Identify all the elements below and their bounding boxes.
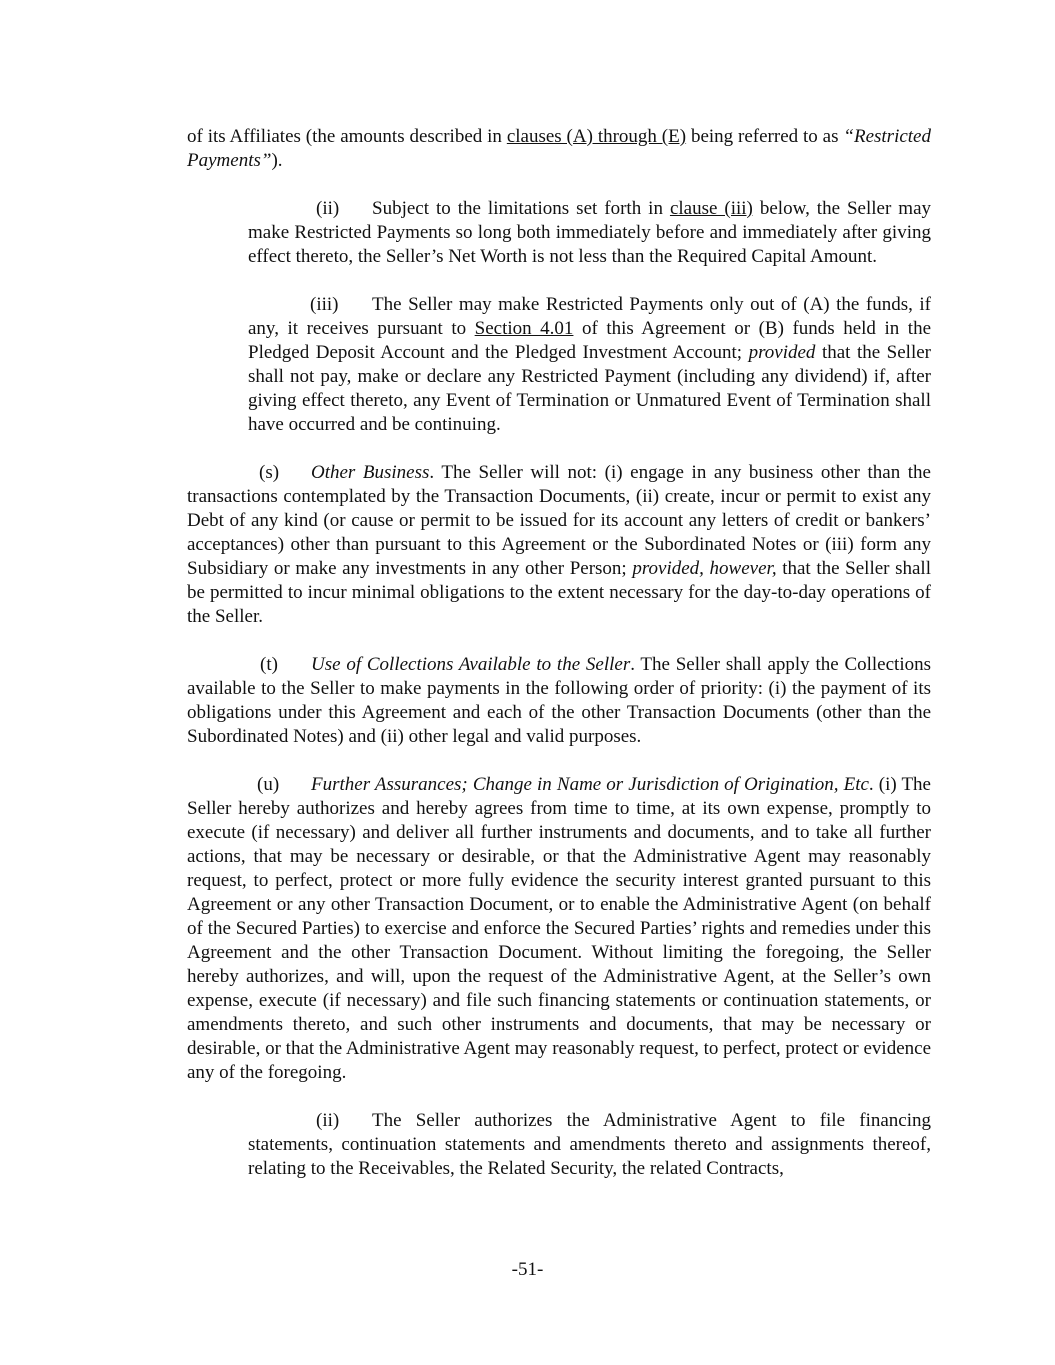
text-segment: of this Agreement or (B) funds held in the Pledged Deposit Account and the Pledged Investment Account; xyxy=(248,318,931,363)
section-label-s: (s) xyxy=(259,462,280,483)
section-heading-other-business: Other Business xyxy=(311,462,430,483)
paragraph-restricted-payments-definition xyxy=(187,125,931,173)
text-segment: . (i) The Seller hereby authorizes and hereby agrees from time to time, at its own expense, promptly to execute (if necessary) and deliver all further instruments and documents, and to take all further actions, that may be necessary or desirable, or that the Administrative Agent may reasonably request, to perfect, protect or more fully evidence the security interest granted pursuant to this Agreement or any other Transaction Document, or to enable the Administrative Agent (on behalf of the Secured Parties) to exercise and enforce the Secured Parties’ rights and remedies under this Agreement and the other Transaction Document. Without limiting the foregoing, the Seller hereby authorizes, and will, upon the request of the Administrative Agent, at the Seller’s own expense, execute (if necessary) and file such financing statements or continuation statements, or amendments thereto, and such other instruments and documents, that may be necessary or desirable, or that the Administrative Agent may reasonably request, to perfect, protect or evidence any of the foregoing. xyxy=(187,774,931,1083)
proviso-term: provided xyxy=(748,342,816,363)
paragraph-section-t-use-of-collections xyxy=(187,653,931,749)
text-segment: . The Seller will not: (i) engage in any business other than the transactions contemplated by the Transaction Documents, (ii) create, incur or permit to exist any Debt of any kind (or cause or permit to be issued for its account any letters of credit or bankers’ acceptances) other than pursuant to this Agreement or the Subordinated Notes or (iii) form any Subsidiary or make any investments in any other Person; xyxy=(187,462,931,579)
document-page xyxy=(187,125,931,1181)
defined-term-restricted-payments: “Restricted Payments” xyxy=(187,126,931,171)
text-segment: that the Seller shall not pay, make or declare any Restricted Payment (including any dividend) if, after giving effect thereto, any Event of Termination or Unmatured Event of Termination shall have occurred and be continuing. xyxy=(248,342,931,435)
paragraph-clause-ii xyxy=(248,197,931,269)
section-label-u: (u) xyxy=(257,774,280,795)
text-segment: being referred to as xyxy=(686,126,844,147)
cross-reference-clause-iii: clause (iii) xyxy=(669,198,753,219)
text-segment: of its Affiliates (the amounts described in xyxy=(187,126,507,147)
text-segment: that the Seller shall be permitted to incur minimal obligations to the extent necessary for the day-to-day operations of the Seller. xyxy=(187,558,931,627)
clause-label-iii: (iii) xyxy=(310,294,339,315)
paragraph-clause-iii xyxy=(248,293,931,437)
section-heading-use-of-collections: Use of Collections Available to the Seller xyxy=(311,654,631,675)
paragraph-section-u-clause-ii xyxy=(248,1109,931,1181)
clause-label-ii: (ii) xyxy=(316,1110,340,1131)
text-segment: ). xyxy=(271,150,283,171)
text-segment: below, the Seller may make Restricted Payments so long both immediately before and immediately after giving effect thereto, the Seller’s Net Worth is not less than the Required Capital Amount. xyxy=(248,198,931,267)
section-label-t: (t) xyxy=(260,654,278,675)
proviso-term: provided, however, xyxy=(632,558,777,579)
text-segment: The Seller authorizes the Administrative Agent to file financing statements, continuation statements and amendments thereto and assignments thereof, relating to the Receivables, the Related Security, the related Contracts, xyxy=(248,1110,931,1179)
paragraph-section-u-further-assurances xyxy=(187,773,931,1085)
clause-label-ii: (ii) xyxy=(316,198,340,219)
section-heading-further-assurances: Further Assurances; Change in Name or Jurisdiction of Origination, Etc xyxy=(311,774,869,795)
text-segment: The Seller may make Restricted Payments only out of (A) the funds, if any, it receives pursuant to xyxy=(248,294,931,339)
cross-reference-clauses-a-e: clauses (A) through (E) xyxy=(506,126,687,147)
cross-reference-section-4-01: Section 4.01 xyxy=(474,318,574,339)
text-segment: . The Seller shall apply the Collections available to the Seller to make payments in the following order of priority: (i) the payment of its obligations under this Agreement and each of the other Transaction Documents (other than the Subordinated Notes) and (ii) other legal and valid purposes. xyxy=(187,654,931,747)
page-number: -51- xyxy=(511,1259,544,1280)
paragraph-section-s-other-business xyxy=(187,461,931,629)
text-segment: Subject to the limitations set forth in xyxy=(372,198,670,219)
